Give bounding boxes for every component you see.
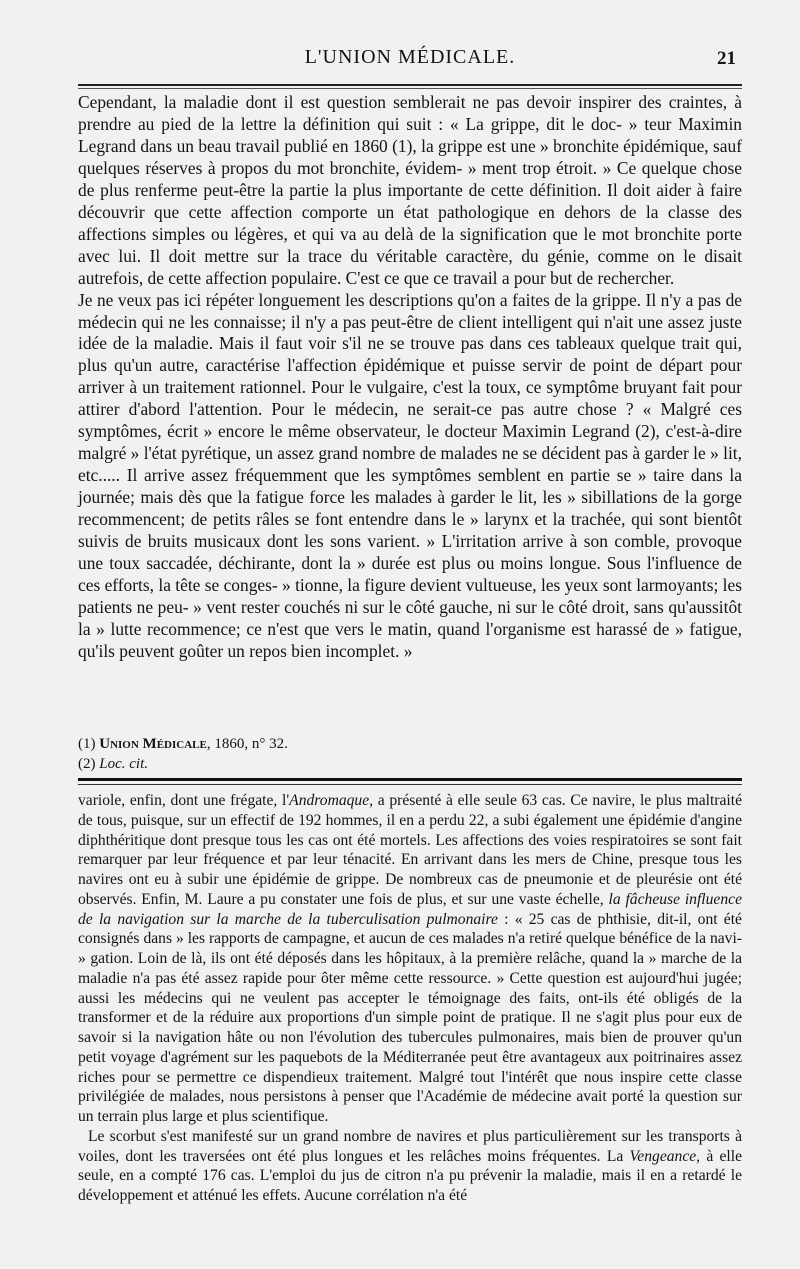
lower-article-text [78,791,742,1206]
footnote-2 [78,754,742,774]
italic-quote: la fâcheuse influence de la navigation sur la marche de la tuberculisation pulmonaire [78,890,742,928]
text-run: variole, enfin, dont une frégate, l' [78,792,290,809]
main-article-text [78,92,742,663]
text-run: à elle seule, en a compté 176 cas. L'emploi du jus de citron n'a pu prévenir la maladie, mais il en a retardé le développement et atténué les effets. Aucune corrélation n'a été [78,1147,742,1204]
header-rule [78,84,742,86]
section-divider-thin [78,784,742,785]
footnote-2-marker: (2) [78,756,96,772]
footnote-1-journal: Union Médicale [99,736,207,752]
text-run: a présenté à elle seule 63 cas. Ce navire, le plus maltraité de tous, puisque, sur un effectif de 192 hommes, il en a perdu 22, a subi également une épidémie d'angine diphthéritique dont presque tous les cas ont été mortels. Les affections des voies respiratoires se sont fait remarquer par leur fréquence et par leur ténacité. En arrivant dans les mers de Chine, presque tous les navires ont eu à subir une épidémie de grippe. De nombreux cas de pneumonie et de pleurésie ont été observés. Enfin, M. Laure a pu constater une fois de plus, et sur une vaste échelle, [78,792,742,908]
footnote-1-rest: , 1860, n° 32. [206,736,288,752]
footnotes [78,734,742,774]
page-number: 21 [717,48,736,69]
lower-paragraph-1 [78,791,742,1127]
running-header [78,46,742,76]
section-divider [78,778,742,781]
text-run: Le scorbut s'est manifesté sur un grand nombre de navires et plus particulièrement sur les transports à voiles, dont les traversées ont été plus longues et les relâches moins fréquentes. La [78,1127,742,1165]
lower-paragraph-2 [78,1127,742,1206]
footnote-2-text: Loc. cit. [99,756,148,772]
text-run: : « 25 cas de phthisie, dit-il, ont été consignés dans » les rapports de campagne, et aucun de ces malades n'a retiré quelque bénéfice de la navi- » gation. Loin de là, ils ont été déposés dans les hôpitaux, à la première relâche, quand la » marche de la maladie n'a pas été assez rapide pour ôter même cette ressource. » Cette question est aujourd'hui jugée; aussi les médecins qui ne veulent pas accepter le témoignage des faits, ont-ils été obligés de la transformer et de la réduire aux proportions d'un simple point de pratique. Il ne s'agit plus pour eux de savoir si la navigation hâte ou non l'évolution des tubercules pulmonaires, mais bien de prouver qu'un petit voyage d'agrément sur les paquebots de la Méditerranée peut être avantageux aux poitrinaires assez riches pour se permettre ce dispendieux traitement. Malgré tout l'intérêt que nous inspire cette classe privilégiée de malades, nous persistons à penser que l'Académie de médecine avait porté la question sur un terrain plus large et plus scientifique. [78,910,742,1125]
footnote-1 [78,734,742,754]
header-rule-thin [78,88,742,89]
footnote-1-marker: (1) [78,736,96,752]
ship-name: Vengeance, [629,1147,701,1165]
journal-title: L'UNION MÉDICALE. [304,46,516,68]
paragraph-2: Je ne veux pas ici répéter longuement les descriptions qu'on a faites de la grippe. Il n'y a pas de médecin qui ne les connaisse; il n'y a pas peut-être de client intelligent qui n'ait une assez juste idée de la maladie. Mais il faut voir s'il ne se trouve pas dans ces tableaux quelque trait qui, plus qu'un autre, caractérise l'affection épidémique et puisse servir de point de départ pour arriver à un traitement rationnel. Pour le vulgaire, c'est la toux, ce symptôme bruyant fait pour attirer d'abord l'attention. Pour le médecin, ne serait-ce pas autre chose ? « Malgré ces symptômes, écrit » encore le même observateur, le docteur Maximin Legrand (2), c'est-à-dire malgré » l'état pyrétique, un assez grand nombre de malades ne se décident pas à garder le » lit, etc..... Il arrive assez fréquemment que les symptômes semblent en partie se » taire dans la journée; mais dès que la fatigue force les malades à garder le lit, les » sibillations de la gorge recommencent; de petits râles se font entendre dans le » larynx et la trachée, qui sont bientôt suivis de bruits musicaux dont les sons varient. » L'irritation arrive à son comble, provoque une toux saccadée, déchirante, dont la » durée est plus ou moins longue. Sous l'influence de ces efforts, la tête se conges- » tionne, la figure devient vultueuse, les yeux sont larmoyants; les patients ne peu- » vent rester couchés ni sur le côté gauche, ni sur le côté droit, sans qu'aussitôt la » lutte recommence; ce n'est que vers le matin, quand l'organisme est harassé de » fatigue, qu'ils peuvent goûter un repos bien incomplet. » [78,289,742,661]
paragraph-1: Cependant, la maladie dont il est question semblerait ne pas devoir inspirer des craintes, à prendre au pied de la lettre la définition qui suit : « La grippe, dit le doc- » teur Maximin Legrand dans un beau travail publié en 1860 (1), la grippe est une » bronchite épidémique, sauf quelques réserves à propos du mot bronchite, évidem- » ment trop étroit. » Ce quelque chose de plus renferme peut-être la partie la plus importante de cette définition. Il doit aider à faire découvrir que cette affection comporte un état pathologique en dehors de la classe des affections simples ou légères, et qui va au delà de la signification que le mot bronchite porte avec lui. Il doit mettre sur la trace du véritable caractère, du génie, comme on le disait autrefois, de cette affection populaire. C'est ce que ce travail a pour but de rechercher. [78,92,742,288]
ship-name: Andromaque, [289,792,374,809]
